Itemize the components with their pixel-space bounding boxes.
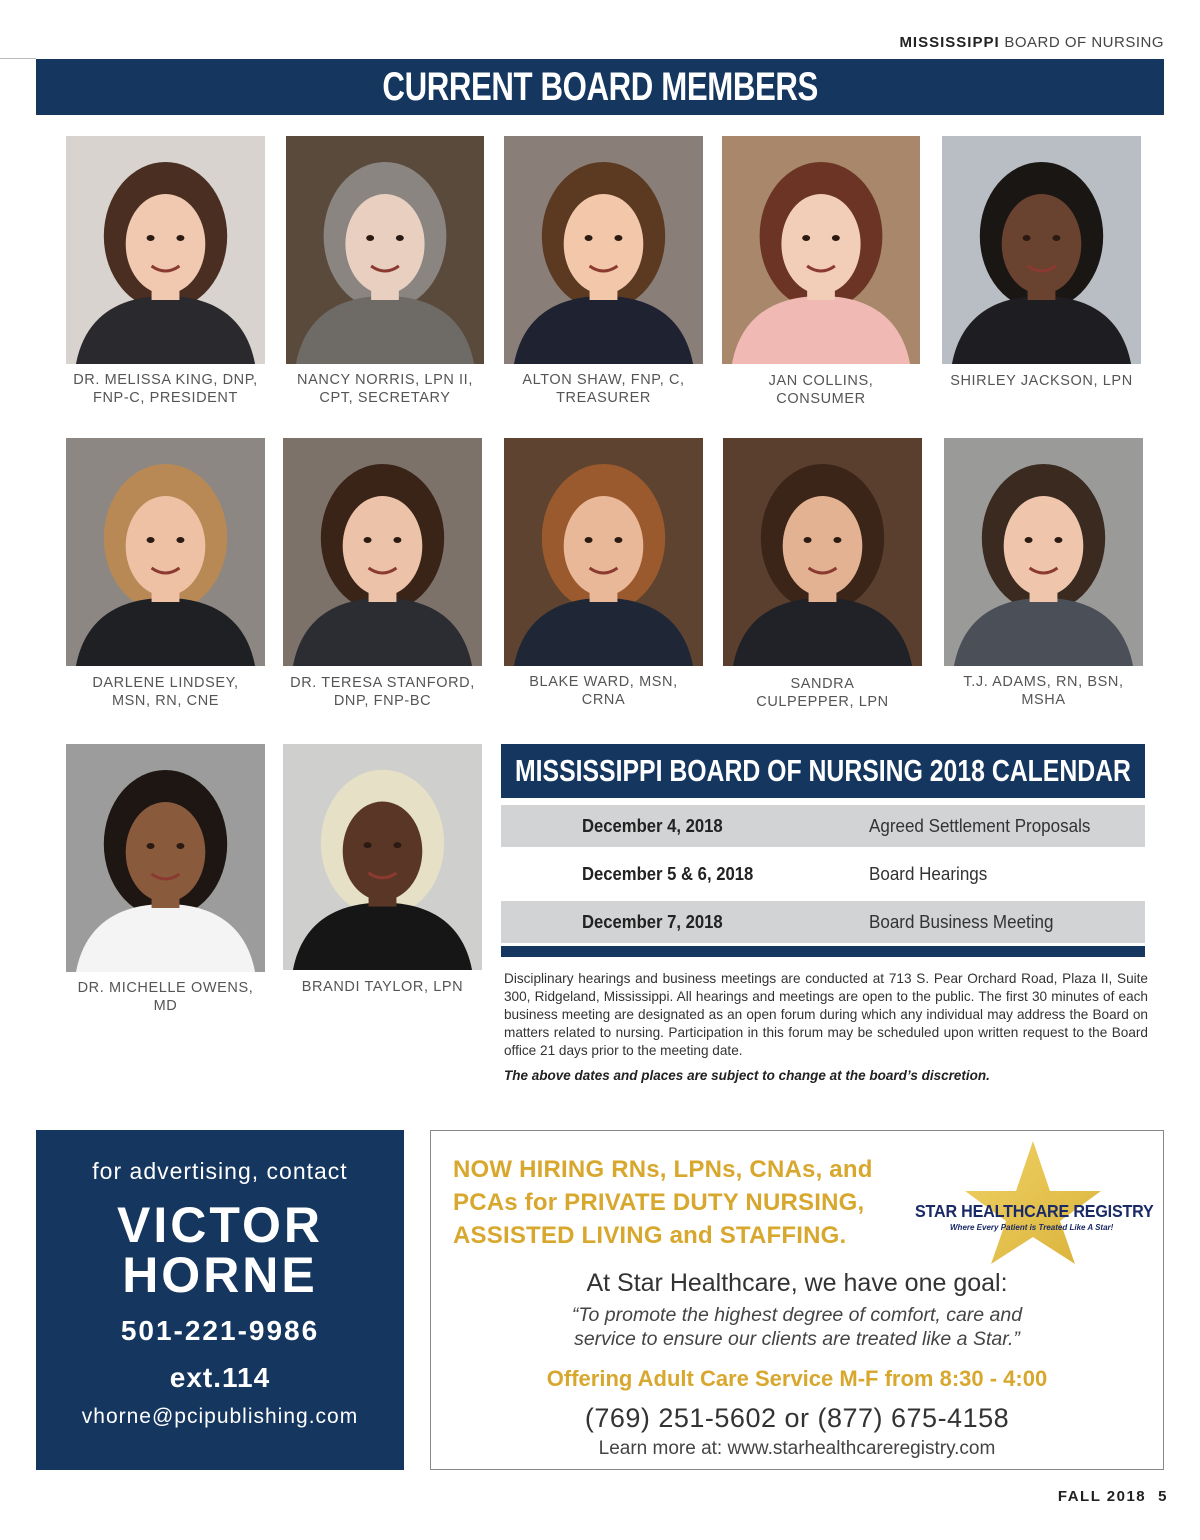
mission-quote <box>431 1303 1163 1351</box>
member-credentials: CPT, SECRETARY <box>319 390 451 406</box>
member-credentials: TREASURER <box>556 390 651 406</box>
member-photo <box>723 438 922 666</box>
contact-phone: 501-221-9986 <box>120 1315 320 1346</box>
portrait-icon <box>504 136 703 364</box>
issue-label: FALL 2018 <box>1057 1488 1147 1505</box>
member-credentials: MSN, RN, CNE <box>111 693 220 709</box>
member-credentials: MSHA <box>1021 692 1066 708</box>
ad-website[interactable]: Learn more at: www.starhealthcareregistry.com <box>598 1438 996 1459</box>
portrait-icon <box>66 136 265 364</box>
advertising-contact-box <box>36 1130 404 1470</box>
calendar-bottom-bar <box>501 946 1145 957</box>
member-photo <box>942 136 1141 364</box>
contact-last-name: HORNE <box>122 1247 318 1303</box>
calendar-note: Disciplinary hearings and business meetings are conducted at 713 S. Pear Orchard Road, Plaza II, Suite 300, Ridgeland, Mississippi. All hearings and meetings are open to the public. The first 30 minutes of each business meeting are designated as an open forum during which any individual may address the Board on matters related to nursing. Participation in this forum may be scheduled upon written request to the Board office 21 days prior to the meeting date. <box>504 971 1148 1058</box>
calendar-title: MISSISSIPPI BOARD OF NURSING 2018 CALENDAR <box>515 753 1131 788</box>
brand-light: BOARD OF NURSING <box>1004 34 1164 51</box>
hiring-line: ASSISTED LIVING and STAFFING. <box>453 1222 847 1249</box>
portrait-icon <box>283 744 482 970</box>
member-photo <box>286 136 484 364</box>
member-name: DARLENE LINDSEY, <box>92 675 239 691</box>
contact-extension: ext.114 <box>169 1362 271 1393</box>
member-credentials: CULPEPPER, LPN <box>756 694 889 710</box>
member-caption <box>274 978 492 996</box>
member-name: NANCY NORRIS, LPN II, <box>297 372 473 388</box>
calendar-date: December 7, 2018 <box>582 911 723 932</box>
member-name: SHIRLEY JACKSON, LPN <box>950 373 1133 389</box>
service-offer: Offering Adult Care Service M-F from 8:30 - 4:00 <box>546 1366 1048 1391</box>
member-caption <box>57 371 275 407</box>
portrait-icon <box>66 438 265 666</box>
portrait-icon <box>504 438 703 666</box>
calendar-row <box>501 901 1145 943</box>
contact-email[interactable]: vhorne@pcipublishing.com <box>81 1405 359 1428</box>
calendar-date: December 5 & 6, 2018 <box>582 863 754 884</box>
member-photo <box>722 136 920 364</box>
member-caption <box>714 675 932 711</box>
member-photo <box>504 136 703 364</box>
hiring-line: NOW HIRING RNs, LPNs, CNAs, and <box>453 1156 873 1183</box>
calendar-event: Board Business Meeting <box>869 911 1054 932</box>
quote-line: “To promote the highest degree of comfort, care and <box>571 1304 1023 1326</box>
portrait-icon <box>942 136 1141 364</box>
member-photo <box>66 744 265 972</box>
hiring-headline <box>453 1153 873 1252</box>
member-name: T.J. ADAMS, RN, BSN, <box>963 674 1124 690</box>
member-caption <box>712 372 930 408</box>
page-footer <box>1058 1488 1168 1505</box>
calendar-event: Agreed Settlement Proposals <box>869 815 1091 836</box>
portrait-icon <box>722 136 920 364</box>
member-photo <box>66 136 265 364</box>
calendar-row <box>501 853 1145 895</box>
contact-name <box>36 1197 404 1303</box>
member-name: ALTON SHAW, FNP, C, <box>522 372 685 388</box>
member-name: DR. MICHELLE OWENS, <box>77 980 254 996</box>
calendar-header <box>501 744 1145 798</box>
ad-phone-numbers[interactable]: (769) 251-5602 or (877) 675-4158 <box>584 1403 1010 1433</box>
member-caption <box>57 979 275 1015</box>
member-caption <box>274 674 492 710</box>
member-caption <box>495 371 713 407</box>
hiring-line: PCAs for PRIVATE DUTY NURSING, <box>453 1189 865 1216</box>
section-title: CURRENT BOARD MEMBERS <box>382 64 818 109</box>
member-name: BRANDI TAYLOR, LPN <box>301 979 464 995</box>
calendar-row <box>501 805 1145 847</box>
star-brand-name: STAR HEALTHCARE REGISTRY <box>915 1201 1154 1221</box>
goal-statement: At Star Healthcare, we have one goal: <box>586 1269 1008 1297</box>
member-photo <box>66 438 265 666</box>
top-rule <box>0 58 36 59</box>
member-name: DR. MELISSA KING, DNP, <box>73 372 258 388</box>
member-name: SANDRA <box>790 676 855 692</box>
calendar-disclaimer: The above dates and places are subject to change at the board’s discretion. <box>504 1068 990 1083</box>
member-photo <box>283 438 482 666</box>
star-tagline: Where Every Patient is Treated Like A Star! <box>950 1223 1114 1232</box>
portrait-icon <box>66 744 265 972</box>
member-name: JAN COLLINS, <box>768 373 874 389</box>
portrait-icon <box>283 438 482 666</box>
brand-bold: MISSISSIPPI <box>899 34 1000 51</box>
member-photo <box>944 438 1143 666</box>
member-credentials: MD <box>153 998 178 1014</box>
calendar-date: December 4, 2018 <box>582 815 723 836</box>
member-photo <box>283 744 482 970</box>
member-caption <box>933 372 1151 390</box>
page-number: 5 <box>1158 1488 1168 1505</box>
member-credentials: DNP, FNP-BC <box>333 693 432 709</box>
contact-first-name: VICTOR <box>117 1197 323 1253</box>
calendar-event: Board Hearings <box>869 863 988 884</box>
member-credentials: CRNA <box>581 692 626 708</box>
member-photo <box>504 438 703 666</box>
portrait-icon <box>944 438 1143 666</box>
member-caption <box>57 674 275 710</box>
member-caption <box>495 673 713 709</box>
member-name: BLAKE WARD, MSN, <box>529 674 678 690</box>
section-title-bar <box>36 59 1164 115</box>
portrait-icon <box>723 438 922 666</box>
advertising-lead: for advertising, contact <box>92 1158 348 1184</box>
member-credentials: CONSUMER <box>776 391 866 407</box>
member-name: DR. TERESA STANFORD, <box>290 675 475 691</box>
member-caption <box>935 673 1153 709</box>
star-healthcare-ad <box>430 1130 1164 1470</box>
portrait-icon <box>286 136 484 364</box>
member-credentials: FNP-C, PRESIDENT <box>93 390 238 406</box>
quote-line: service to ensure our clients are treated like a Star.” <box>574 1328 1020 1350</box>
member-caption <box>276 371 494 407</box>
publication-brand <box>899 34 1164 51</box>
